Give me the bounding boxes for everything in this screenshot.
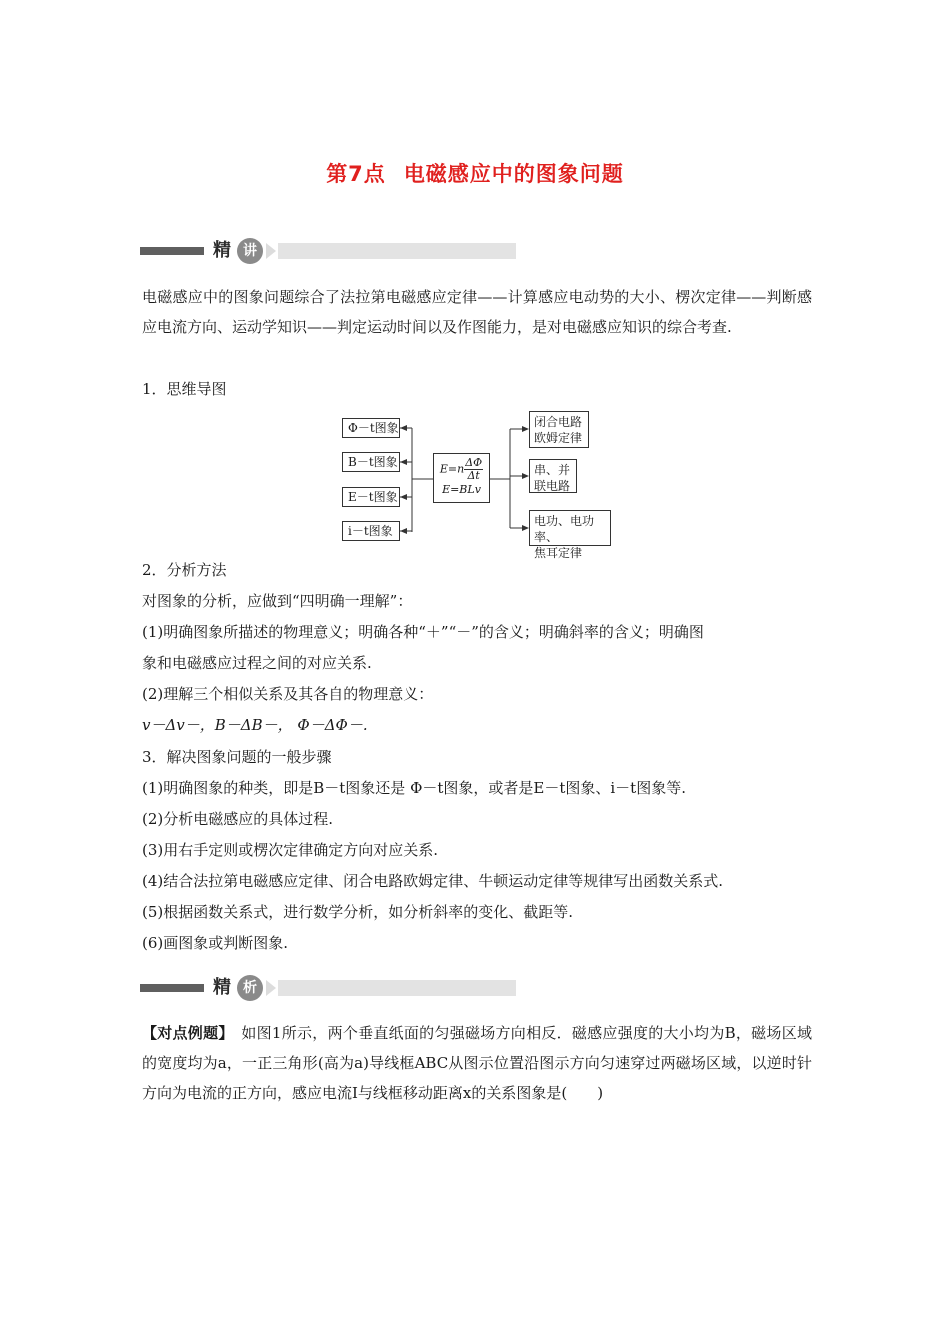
step-6: (6)画图象或判断图象. bbox=[142, 934, 289, 952]
section-bar-dark bbox=[140, 984, 204, 992]
heading-steps: 3．解决图象问题的一般步骤 bbox=[142, 748, 332, 766]
step-5: (5)根据函数关系式，进行数学分析，如分析斜率的变化、截距等. bbox=[142, 903, 574, 921]
example-tag: 【对点例题】 bbox=[142, 1024, 227, 1042]
mindmap-box-b-t: B－t图象 bbox=[342, 452, 400, 472]
example-text: 如图1所示，两个垂直纸面的匀强磁场方向相反．磁感应强度的大小均为B，磁场区域的宽度均为a，一正三角形(高为a)导线框ABC从图示位置沿图示方向匀速穿过两磁场区域，以逆时针方向为电流的正方向，感应电流I与线框移动距离x的关系图象是( ) bbox=[142, 1024, 812, 1102]
example-paragraph bbox=[142, 1018, 812, 1108]
step-2: (2)分析电磁感应的具体过程. bbox=[142, 810, 334, 828]
formula-line2: E=BLv bbox=[442, 483, 481, 496]
step-3: (3)用右手定则或楞次定律确定方向对应关系. bbox=[142, 841, 439, 859]
section-label: 精 bbox=[213, 240, 231, 261]
method-intro: 对图象的分析，应做到“四明确一理解”： bbox=[142, 592, 413, 610]
formula-prefix: E=n bbox=[439, 462, 465, 476]
mindmap-box-power: 电功、电功率、 焦耳定律 bbox=[529, 510, 611, 546]
section-bar-analysis bbox=[140, 975, 520, 1005]
mindmap-box-i-t: i－t图象 bbox=[342, 521, 400, 541]
formula-fraction bbox=[464, 457, 483, 482]
title-part1: 第7点 bbox=[326, 162, 386, 186]
section-circle: 讲 bbox=[237, 238, 263, 264]
mindmap-box-ohm: 闭合电路 欧姆定律 bbox=[529, 411, 589, 448]
method-1b: 象和电磁感应过程之间的对应关系. bbox=[142, 654, 372, 672]
title-part2: 电磁感应中的图象问题 bbox=[403, 162, 624, 186]
mindmap-box-phi-t: Φ－t图象 bbox=[342, 418, 400, 438]
section-circle: 析 bbox=[237, 975, 263, 1001]
mindmap-box-e-t: E－t图象 bbox=[342, 487, 400, 507]
heading-mindmap: 1．思维导图 bbox=[142, 380, 227, 398]
heading-method: 2．分析方法 bbox=[142, 561, 227, 579]
mindmap-box-circuit: 串、并 联电路 bbox=[529, 459, 577, 493]
method-2-detail: v－Δv－，B－ΔB－， Φ－ΔΦ－. bbox=[142, 716, 368, 734]
fraction-denominator: Δt bbox=[467, 469, 480, 482]
section-label: 精 bbox=[213, 977, 231, 998]
section-arrow-icon bbox=[266, 980, 276, 996]
section-bar-light bbox=[278, 980, 516, 996]
step-1: (1)明确图象的种类，即是B－t图象还是 Φ－t图象，或者是E－t图象、i－t图象等. bbox=[142, 779, 686, 797]
intro-paragraph: 电磁感应中的图象问题综合了法拉第电磁感应定律——计算感应电动势的大小、楞次定律——判断感应电流方向、运动学知识——判定运动时间以及作图能力，是对电磁感应知识的综合考查. bbox=[142, 288, 812, 336]
fraction-numerator: ΔΦ bbox=[465, 456, 483, 469]
step-4: (4)结合法拉第电磁感应定律、闭合电路欧姆定律、牛顿运动定律等规律写出函数关系式. bbox=[142, 872, 724, 890]
method-1a: (1)明确图象所描述的物理意义；明确各种“＋”“－”的含义；明确斜率的含义；明确图 bbox=[142, 623, 704, 641]
method-2: (2)理解三个相似关系及其各自的物理意义： bbox=[142, 685, 434, 703]
mindmap-box-formula bbox=[433, 453, 490, 503]
